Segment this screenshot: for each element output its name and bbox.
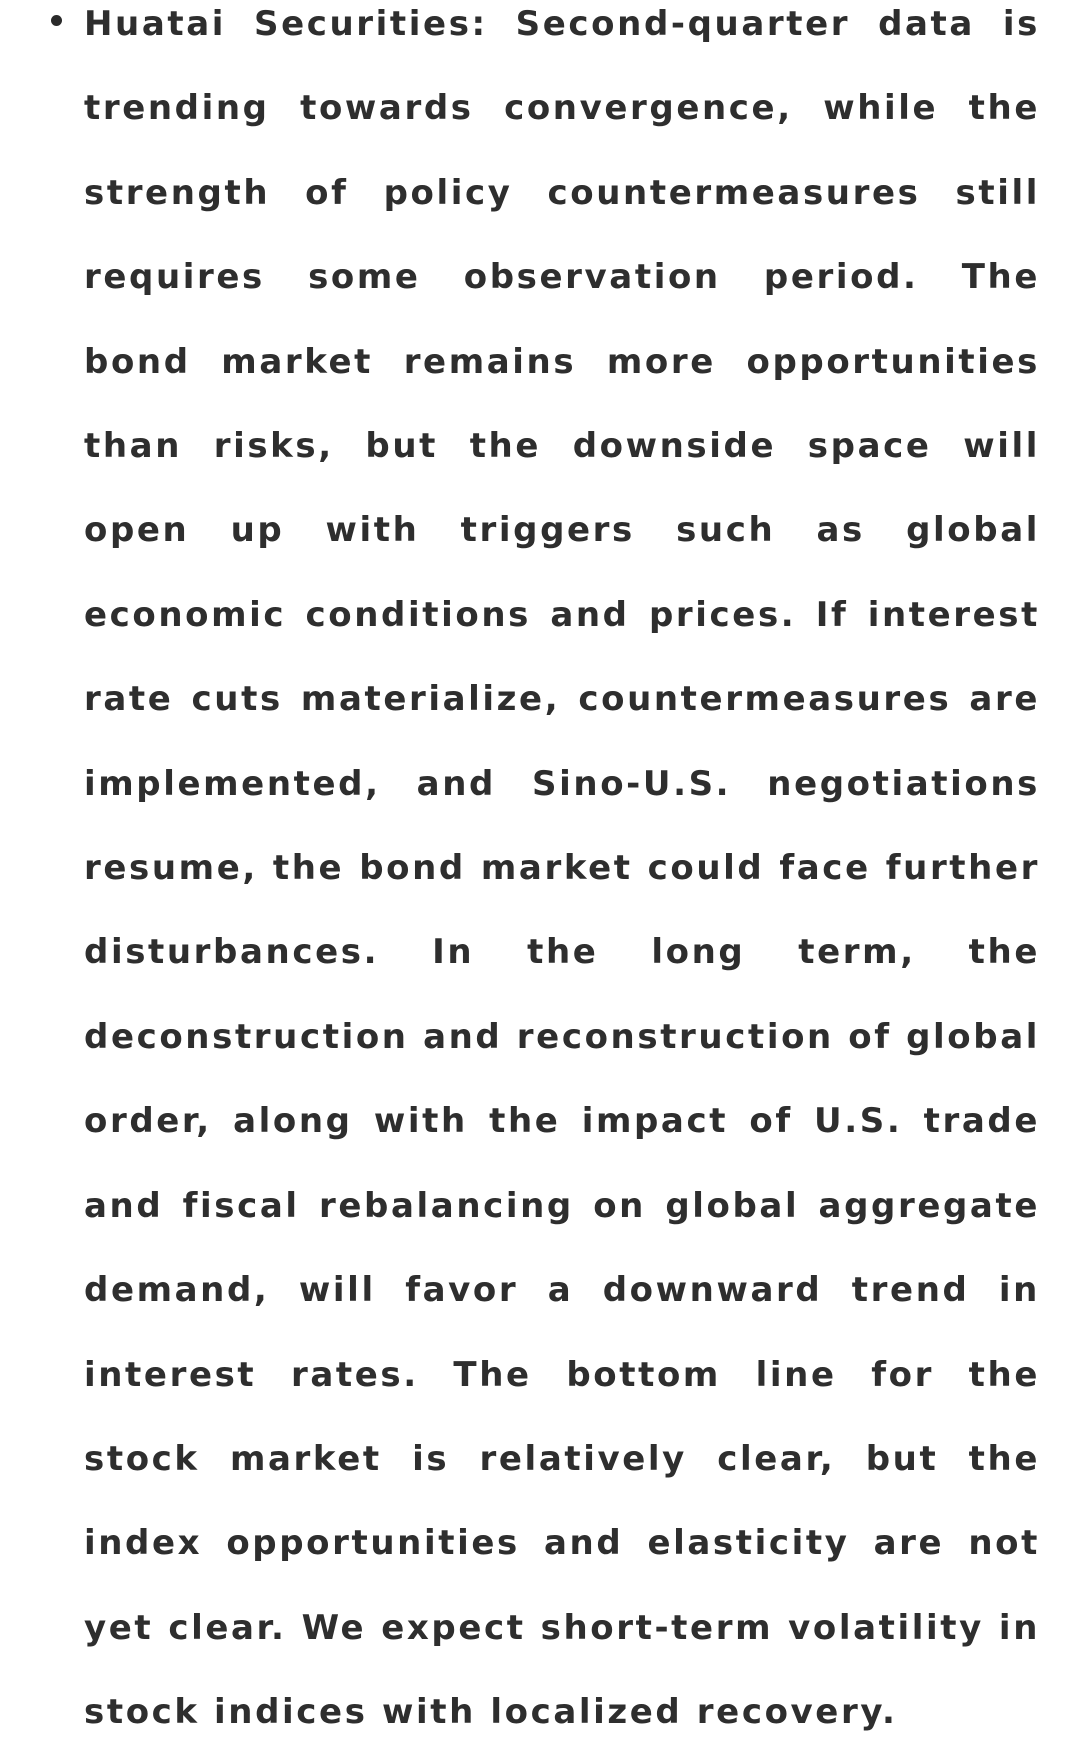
bullet-icon — [51, 15, 62, 26]
bullet-paragraph: Huatai Securities: Second-quarter data is trending towards convergence, while the strength of policy countermeasures still requires some observation period. The bond market remains more opportunities than risks, but the downside space will open up with triggers such as global economic conditions and prices. If interest rate cuts materialize, countermeasures are implemented, and Sino-U.S. negotiations resume, the bond market could face further disturbances. In the long term, the deconstruction and reconstruction of global order, along with the impact of U.S. trade and fiscal rebalancing on global aggregate demand, will favor a downward trend in interest rates. The bottom line for the stock market is relatively clear, but the index opportunities and elasticity are not yet clear. We expect short-term volatility in stock indices with localized recovery. — [84, 4, 1040, 1733]
